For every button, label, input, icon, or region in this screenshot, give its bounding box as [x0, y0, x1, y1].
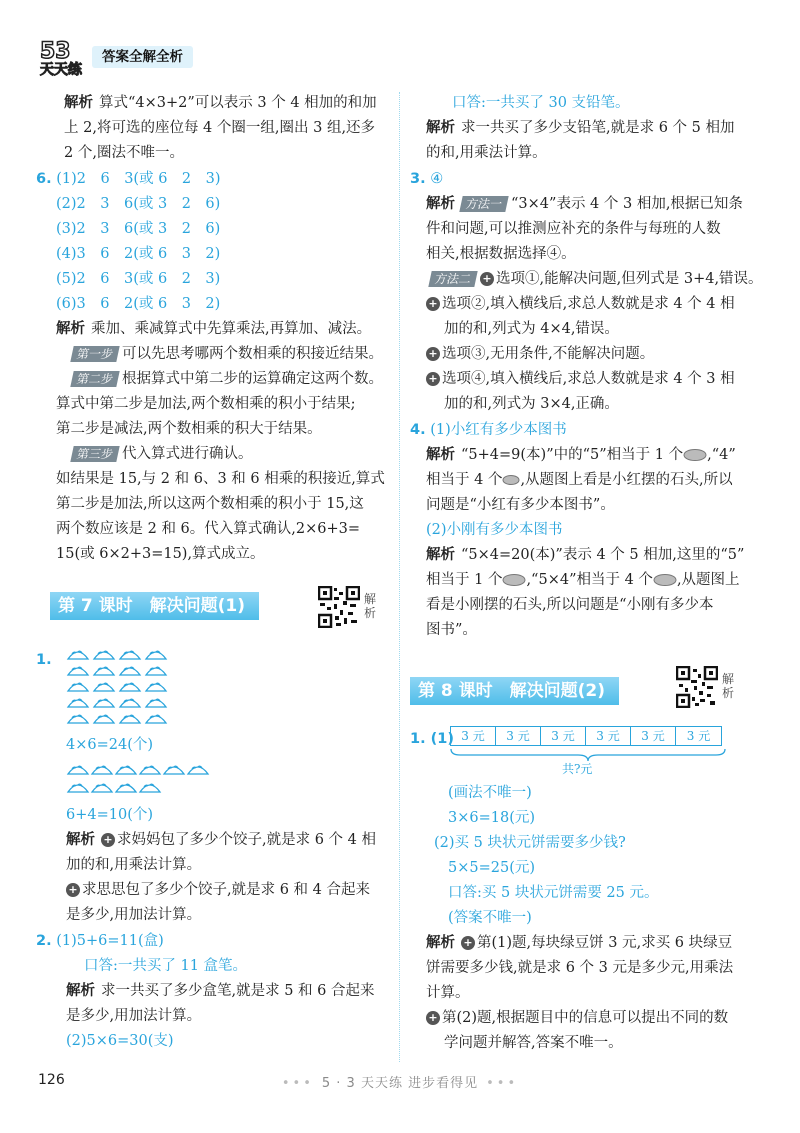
bar-cell: 3 元 [541, 727, 586, 745]
price-bar-diagram [450, 726, 722, 746]
text-line: 加的和,用乘法计算。 [66, 857, 202, 873]
lesson-8-title: 第 8 课时 解决问题(2) [410, 677, 619, 705]
answer-note: (答案不唯一) [448, 910, 532, 926]
page-number: 126 [38, 1072, 65, 1088]
analysis-label: 解析 [66, 832, 95, 848]
answer-expression: 5×5=25(元) [448, 860, 536, 876]
svg-text:53: 53 [40, 39, 71, 64]
svg-text:天天练: 天天练 [40, 62, 82, 78]
text-line: 第二步是减法,两个数相乘的积大于结果。 [56, 421, 322, 437]
dumpling-group-6-plus-4 [66, 762, 216, 798]
method-two-tag: 方法二 [428, 271, 477, 287]
answer-line: 口答:一共买了 11 盒笔。 [84, 958, 248, 974]
text-line: 选项③,无用条件,不能解决问题。 [442, 346, 655, 362]
bar-cell: 3 元 [496, 727, 541, 745]
text-line: 如结果是 15,与 2 和 6、3 和 6 相乘的积接近,算式 [56, 471, 385, 487]
answer-expression: 6+4=10(个) [66, 807, 154, 823]
bar-cell: 3 元 [586, 727, 631, 745]
answer-line: (3)2 3 6(或 3 2 6) [56, 221, 221, 237]
text-line: 第(2)题,根据题目中的信息可以提出不同的数 [442, 1010, 729, 1026]
dumpling-group-6x4 [66, 647, 176, 727]
text-line: 的和,用乘法计算。 [426, 145, 547, 161]
answer-line: 口答:买 5 块状元饼需要 25 元。 [448, 885, 659, 901]
text-line: 求思思包了多少个饺子,就是求 6 和 4 合起来 [82, 882, 370, 898]
answer-line: (2)2 3 6(或 3 2 6) [56, 196, 221, 212]
step-three-tag: 第三步 [70, 446, 119, 462]
text-line: 选项②,填入横线后,求总人数就是求 4 个 4 相 [442, 296, 735, 312]
text-line: 求一共买了多少盒笔,就是求 5 和 6 合起来 [101, 983, 375, 999]
question-number: 1. (1) [410, 731, 454, 747]
answer-line: 口答:一共买了 30 支铅笔。 [452, 95, 630, 111]
analysis-label: 解析 [56, 321, 85, 337]
text-line: 算式“4×3+2”可以表示 3 个 4 相加的和加 [99, 95, 377, 111]
text-line: 乘加、乘减算式中先算乘法,再算加、减法。 [91, 321, 372, 337]
text-line: 第二步是加法,所以这两个数相乘的积小于 15,这 [56, 496, 364, 512]
text-line: 求一共买了多少支铅笔,就是求 6 个 5 相加 [461, 120, 735, 136]
text-line: 算式中第二步是加法,两个数相乘的积小于结果; [56, 396, 356, 412]
text-line: 件和问题,可以推测应补充的条件与每班的人数 [426, 221, 721, 237]
column-divider [399, 92, 400, 1062]
answer-line: (2)小刚有多少本图书 [426, 522, 563, 538]
bullet-icon: + [461, 936, 475, 950]
bar-cell: 3 元 [451, 727, 496, 745]
text-line: 第(1)题,每块绿豆饼 3 元,求买 6 块绿豆 [477, 935, 733, 951]
text-line: ,从题图上 [676, 572, 740, 588]
qr-code-icon[interactable] [676, 666, 718, 708]
analysis-label: 解析 [426, 196, 455, 212]
answer-expression: 4×6=24(个) [66, 737, 154, 753]
answer-line: (6)3 6 2(或 6 3 2) [56, 296, 221, 312]
bullet-icon: + [426, 347, 440, 361]
analysis-label: 解析 [426, 935, 455, 951]
text-line: 加的和,列式为 4×4,错误。 [444, 321, 619, 337]
text-line: 学问题并解答,答案不唯一。 [444, 1035, 623, 1051]
analysis-label: 解析 [426, 447, 455, 463]
text-line: 看是小刚摆的石头,所以问题是“小刚有多少本 [426, 597, 714, 613]
text-line: 计算。 [426, 985, 470, 1001]
brand-logo [38, 36, 90, 78]
step-one-tag: 第一步 [70, 346, 119, 362]
text-line: 相当于 4 个 [426, 472, 503, 488]
text-line: 饼需要多少钱,就是求 6 个 3 元是多少元,用乘法 [426, 960, 734, 976]
text-line: “5+4=9(本)”中的“5”相当于 1 个 [461, 447, 684, 463]
analysis-label: 解析 [426, 547, 455, 563]
text-line: 可以先思考哪两个数相乘的积接近结果。 [122, 346, 384, 362]
text-line: 图书”。 [426, 622, 477, 638]
analysis-label: 解析 [66, 983, 95, 999]
answer-expression: 3×6=18(元) [448, 810, 536, 826]
answer-line: (5)2 6 3(或 6 2 3) [56, 271, 221, 287]
answer-expression: (1)5+6=11(盒) [56, 933, 164, 949]
text-line: ,“5×4”相当于 4 个 [526, 572, 653, 588]
bullet-icon: + [66, 883, 80, 897]
analysis-label: 解析 [426, 120, 455, 136]
header-banner: 答案全解全析 [92, 46, 193, 68]
answer-line: (1)小红有多少本图书 [430, 422, 567, 438]
text-line: 2 个,圈法不唯一。 [64, 145, 184, 161]
text-line: 选项④,填入横线后,求总人数就是求 4 个 3 相 [442, 371, 735, 387]
text-line: 相当于 1 个 [426, 572, 503, 588]
text-line: 15(或 6×2+3=15),算式成立。 [56, 546, 265, 562]
text-line: 求妈妈包了多少个饺子,就是求 6 个 4 相 [117, 832, 376, 848]
text-line: 上 2,将可选的座位每 4 个圈一组,圈出 3 组,还多 [64, 120, 376, 136]
text-line: ,从题图上看是小红摆的石头,所以 [520, 472, 733, 488]
question-number: 2. [36, 933, 52, 949]
bullet-icon: + [480, 272, 494, 286]
question-number: 1. [36, 652, 52, 668]
analysis-label: 解析 [64, 95, 93, 111]
bar-cell: 3 元 [686, 729, 711, 743]
big-stone-icon [502, 572, 526, 586]
footer-slogan: ••• 5 · 3 天天练 进步看得见 ••• [281, 1076, 519, 1091]
answer-line: ④ [430, 171, 444, 187]
answer-expression: (2)5×6=30(支) [66, 1033, 174, 1049]
text-line: 问题是“小红有多少本图书”。 [426, 497, 615, 513]
bar-cell: 3 元 [631, 727, 676, 745]
qr-label: 解析 [364, 592, 377, 620]
method-one-tag: 方法一 [459, 196, 508, 212]
bullet-icon: + [426, 297, 440, 311]
lesson-7-title: 第 7 课时 解决问题(1) [50, 592, 259, 620]
answer-note: (画法不唯一) [448, 785, 532, 801]
text-line: 代入算式进行确认。 [122, 446, 253, 462]
qr-label: 解析 [722, 672, 735, 700]
text-line: 是多少,用加法计算。 [66, 1008, 202, 1024]
answer-line: (1)2 6 3(或 6 2 3) [56, 171, 221, 187]
bar-total-label: 共?元 [562, 762, 593, 776]
text-line: 是多少,用加法计算。 [66, 907, 202, 923]
bullet-icon: + [426, 372, 440, 386]
big-stone-icon [683, 447, 707, 461]
text-line: 加的和,列式为 3×4,正确。 [444, 396, 619, 412]
big-stone-icon [653, 572, 677, 586]
slogan-text: 5 · 3 天天练 进步看得见 [321, 1076, 479, 1091]
step-two-tag: 第二步 [70, 371, 119, 387]
text-line: “3×4”表示 4 个 3 相加,根据已知条 [511, 196, 743, 212]
bullet-icon: + [426, 1011, 440, 1025]
text-line: ,“4” [707, 447, 736, 463]
answer-question: (2)买 5 块状元饼需要多少钱? [434, 835, 626, 851]
question-number: 4. [410, 422, 426, 438]
text-line: 选项①,能解决问题,但列式是 3+4,错误。 [496, 271, 763, 287]
text-line: “5×4=20(本)”表示 4 个 5 相加,这里的“5” [461, 547, 745, 563]
bullet-icon: + [101, 833, 115, 847]
qr-code-icon[interactable] [318, 586, 360, 628]
answer-line: (4)3 6 2(或 6 3 2) [56, 246, 221, 262]
text-line: 相关,根据数据选择④。 [426, 246, 576, 262]
question-number: 6. [36, 171, 52, 187]
text-line: 两个数应该是 2 和 6。代入算式确认,2×6+3= [56, 521, 361, 537]
question-number: 3. [410, 171, 426, 187]
text-line: 根据算式中第二步的运算确定这两个数。 [122, 371, 384, 387]
small-stone-icon [502, 473, 520, 485]
